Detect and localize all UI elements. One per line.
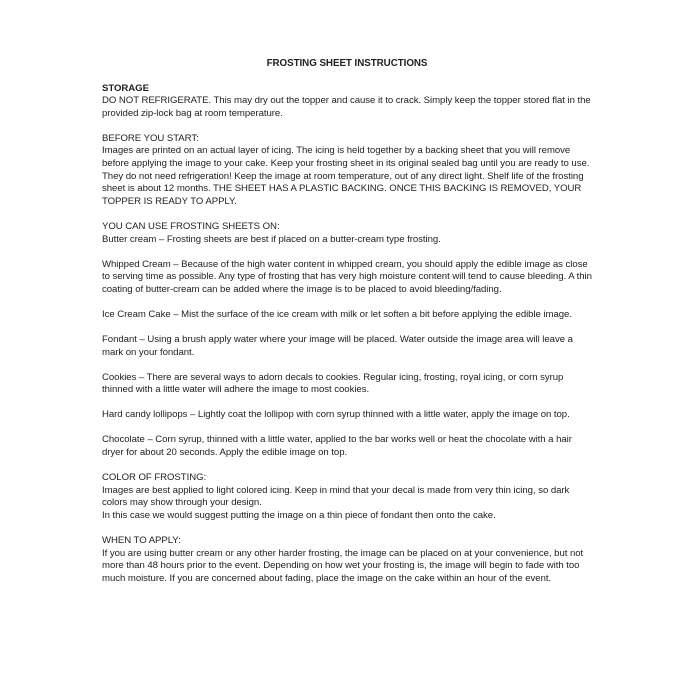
section-paragraph: Ice Cream Cake – Mist the surface of the ice cream with milk or let soften a bit before applying the edible image. bbox=[102, 308, 572, 320]
section-hard-candy-lollipops bbox=[102, 409, 592, 422]
section-color-of-frosting bbox=[102, 472, 592, 522]
section-heading: COLOR OF FROSTING: bbox=[102, 472, 207, 484]
section-cookies bbox=[102, 372, 592, 397]
section-paragraph: If you are using butter cream or any other harder frosting, the image can be placed on at your convenience, but not more than 48 hours prior to the event. Depending on how wet your frosting is, the image will begin to fade with too much moisture. If you are concerned about fading, place the image on the cake within an hour of the event. bbox=[102, 547, 584, 584]
section-storage bbox=[102, 83, 592, 121]
section-paragraph: Hard candy lollipops – Lightly coat the lollipop with corn syrup thinned with a little water, apply the image on top. bbox=[102, 409, 570, 421]
section-heading: YOU CAN USE FROSTING SHEETS ON: bbox=[102, 220, 280, 232]
section-fondant bbox=[102, 334, 592, 359]
document-title: FROSTING SHEET INSTRUCTIONS bbox=[266, 58, 428, 69]
section-heading: WHEN TO APPLY: bbox=[102, 535, 181, 547]
section-before-you-start bbox=[102, 133, 592, 209]
section-paragraph: Images are printed on an actual layer of icing. The icing is held together by a backing sheet that you will remove before applying the image to your cake. Keep your frosting sheet in its original sealed bag until you are ready to use. They do not need refrigeration! Keep the image at room temperature, out of any direct light. Shelf life of the frosting sheet is about 12 months. THE SHEET HAS A PLASTIC BACKING. ONCE THIS BACKING IS REMOVED, YOUR TOPPER IS READY TO APPLY. bbox=[102, 145, 590, 207]
instruction-sheet bbox=[102, 58, 592, 598]
section-paragraph: Butter cream – Frosting sheets are best if placed on a butter-cream type frosting. bbox=[102, 233, 441, 245]
section-paragraph: Chocolate – Corn syrup, thinned with a little water, applied to the bar works well or heat the chocolate with a hair dryer for about 20 seconds. Apply the edible image on top. bbox=[102, 434, 572, 459]
section-ice-cream-cake bbox=[102, 309, 592, 322]
section-chocolate bbox=[102, 434, 592, 459]
section-paragraph: DO NOT REFRIGERATE. This may dry out the topper and cause it to crack. Simply keep the topper stored flat in the provided zip-lock bag at room temperature. bbox=[102, 95, 591, 119]
section-heading: STORAGE bbox=[102, 82, 149, 94]
section-when-to-apply bbox=[102, 535, 592, 585]
section-paragraph: Cookies – There are several ways to adorn decals to cookies. Regular icing, frosting, royal icing, or corn syrup thinned with a little water will adhere the image to most cookies. bbox=[102, 371, 564, 396]
section-paragraph: Images are best applied to light colored icing. Keep in mind that your decal is made from very thin icing, so dark colors may show through your design. bbox=[102, 484, 570, 509]
section-paragraph: Whipped Cream – Because of the high water content in whipped cream, you should apply the edible image as close to serving time as possible. Any type of frosting that has very high moisture content will tend to cause bleeding. A thin coating of butter-cream can be added where the image is to be placed to avoid bleeding/fading. bbox=[102, 258, 592, 295]
section-whipped-cream bbox=[102, 259, 592, 297]
section-use-on bbox=[102, 221, 592, 246]
section-paragraph: Fondant – Using a brush apply water where your image will be placed. Water outside the image area will leave a mark on your fondant. bbox=[102, 334, 573, 358]
section-heading: BEFORE YOU START: bbox=[102, 132, 199, 144]
section-paragraph: In this case we would suggest putting the image on a thin piece of fondant then onto the cake. bbox=[102, 509, 496, 521]
